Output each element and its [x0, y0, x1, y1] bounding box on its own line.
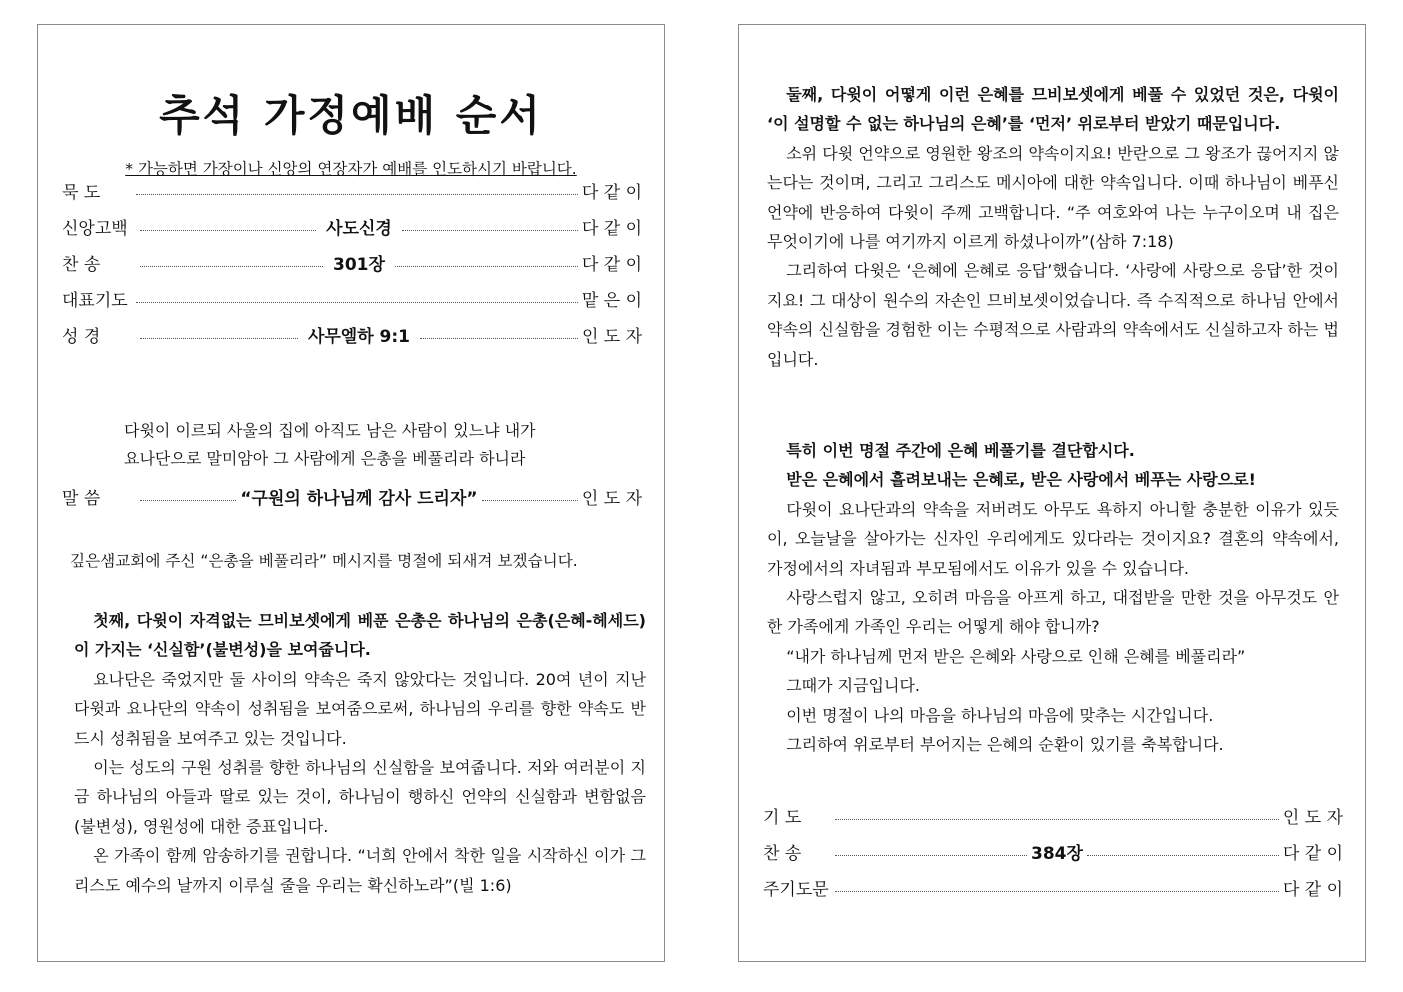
order-role: 인 도 자 — [1282, 807, 1343, 828]
order-label: 주기도문 — [763, 879, 829, 900]
second-point: 둘째, 다윗이 어떻게 이런 은혜를 므비보셋에게 베풀 수 있었던 것은, 다윗이 ‘이 설명할 수 없는 하나님의 은혜’를 ‘먼저’ 위로부터 받았기 때문입니다. — [767, 85, 1339, 134]
resolution-line: 특히 이번 명절 주간에 은혜 베풀기를 결단합시다. — [786, 441, 1135, 460]
verse-line: 다윗이 이르되 사울의 집에 아직도 남은 사람이 있느냐 내가 — [124, 421, 536, 440]
order-center: 사도신경 — [326, 218, 392, 239]
order-row-silent-prayer — [62, 175, 642, 205]
left-page — [37, 24, 665, 962]
order-row-scripture — [62, 319, 642, 349]
leader-dots — [1087, 855, 1279, 856]
leader-dots — [136, 302, 578, 303]
order-label: 찬 송 — [763, 843, 802, 864]
body-paragraph: 온 가족이 함께 암송하기를 권합니다. “너희 안에서 착한 일을 시작하신 이가 그리스도 예수의 날까지 이루실 줄을 우리는 확신하노라”(빌 1:6) — [74, 846, 646, 895]
order-label: 말 씀 — [62, 488, 101, 509]
body-paragraph: 다윗이 요나단과의 약속을 저버려도 아무도 욕하지 아니할 충분한 이유가 있듯이, 오늘날을 살아가는 신자인 우리에게도 있다라는 것이지요? 결혼의 약속에서, 가정에서의 자녀됨과 부모됨에서도 이유가 있을 수 있습니다. — [767, 499, 1339, 578]
body-paragraph: 소위 다윗 언약으로 영원한 왕조의 약속이지요! 반란으로 그 왕조가 끊어지지 않는다는 것이며, 그리고 그리스도 메시아에 대한 약속입니다. 이때 하나님이 베푸신 언약에 반응하여 다윗이 주께 고백합니다. “주 여호와여 나는 누구이오며 내 집은 무엇이기에 나를 여기까지 이르게 하셨나이까”(삼하 7:18) — [767, 143, 1339, 252]
leader-dots — [136, 194, 578, 195]
order-label: 기 도 — [763, 807, 802, 828]
order-label: 성 경 — [62, 326, 101, 347]
leader-dots — [140, 230, 316, 231]
order-label: 대표기도 — [62, 290, 128, 311]
leader-dots — [402, 230, 578, 231]
body-line: 그때가 지금입니다. — [786, 676, 921, 696]
order-role: 맡 은 이 — [581, 290, 642, 311]
leader-note: * 가능하면 가장이나 신앙의 연장자가 예배를 인도하시기 바랍니다. — [125, 160, 577, 178]
body-line: 이번 명절이 나의 마음을 하나님의 마음에 맞추는 시간입니다. — [786, 705, 1214, 725]
resolution-line: 받은 은혜에서 흘려보내는 은혜로, 받은 사랑에서 베푸는 사랑으로! — [786, 470, 1256, 490]
order-label: 찬 송 — [62, 254, 101, 275]
bulletin-title: 추석 가정예배 순서 — [159, 91, 543, 140]
leader-dots — [835, 819, 1279, 820]
order-role: 인 도 자 — [581, 326, 643, 347]
scripture-verse — [124, 417, 604, 473]
first-point: 첫째, 다윗이 자격없는 므비보셋에게 베푼 은총은 하나님의 은총(은혜-헤세드)이 가지는 ‘신실함’(불변성)을 보여줍니다. — [74, 611, 646, 660]
order-row-lords-prayer — [763, 872, 1343, 902]
order-role: 다 같 이 — [1282, 879, 1343, 900]
order-row-sermon — [62, 481, 642, 511]
order-label: 신앙고백 — [62, 218, 128, 239]
right-page — [738, 24, 1366, 962]
order-row-hymn — [62, 247, 642, 277]
order-center: 384장 — [1031, 843, 1083, 864]
left-body — [74, 606, 646, 900]
leader-dots — [420, 338, 578, 339]
order-row-closing-prayer — [763, 800, 1343, 830]
order-role: 다 같 이 — [581, 218, 642, 239]
order-role: 다 같 이 — [581, 254, 642, 275]
intro-line: 깊은샘교회에 주신 “은총을 베풀리라” 메시지를 명절에 되새겨 보겠습니다. — [70, 552, 578, 570]
body-paragraph: 그리하여 다윗은 ‘은혜에 은혜로 응답’했습니다. ‘사랑에 사랑으로 응답’한 것이지요! 그 대상이 원수의 자손인 므비보셋이었습니다. 즉 수직적으로 하나님 안에서 약속의 신실함을 경험한 이는 수평적으로 사람과의 약속에서도 신실하고자 하는 법입니다. — [767, 261, 1339, 369]
leader-dots — [140, 266, 323, 267]
order-role: 다 같 이 — [1282, 843, 1343, 864]
leader-dots — [482, 500, 578, 501]
body-paragraph: 요나단은 죽었지만 둘 사이의 약속은 죽지 않았다는 것입니다. 20여 년이 지난 다윗과 요나단의 약속이 성취됨을 보여줌으로써, 하나님의 우리를 향한 약속도 반드시 성취됨을 보여주고 있는 것입니다. — [74, 669, 646, 748]
order-row-prayer — [62, 283, 642, 313]
leader-dots — [835, 891, 1279, 892]
order-center: 사무엘하 9:1 — [307, 326, 410, 347]
quote-line: “내가 하나님께 먼저 받은 은혜와 사랑으로 인해 은혜를 베풀리라” — [786, 646, 1246, 666]
body-paragraph: 이는 성도의 구원 성취를 향한 하나님의 신실함을 보여줍니다. 저와 여러분이 지금 하나님의 아들과 딸로 있는 것이, 하나님이 행하신 언약의 신실함과 변함없음(불변성), 영원성에 대한 증표입니다. — [74, 758, 646, 836]
body-paragraph: 사랑스럽지 않고, 오히려 마음을 아프게 하고, 대접받을 만한 것을 아무것도 안한 가족에게 가족인 우리는 어떻게 해야 합니까? — [767, 588, 1339, 637]
order-label: 묵 도 — [62, 182, 101, 203]
verse-line: 요나단으로 말미암아 그 사람에게 은총을 베풀리라 하니라 — [124, 449, 526, 468]
leader-dots — [395, 266, 578, 267]
order-role: 다 같 이 — [581, 182, 642, 203]
order-row-closing-hymn — [763, 836, 1343, 866]
sermon-title: “구원의 하나님께 감사 드리자” — [240, 488, 478, 509]
body-line: 그리하여 위로부터 부어지는 은혜의 순환이 있기를 축복합니다. — [786, 735, 1224, 755]
right-body — [767, 80, 1339, 374]
leader-dots — [140, 338, 298, 339]
right-body-2 — [767, 436, 1339, 759]
leader-dots — [140, 500, 236, 501]
order-role: 인 도 자 — [581, 488, 642, 509]
order-row-confession — [62, 211, 642, 241]
order-center: 301장 — [333, 254, 385, 275]
leader-dots — [835, 855, 1027, 856]
